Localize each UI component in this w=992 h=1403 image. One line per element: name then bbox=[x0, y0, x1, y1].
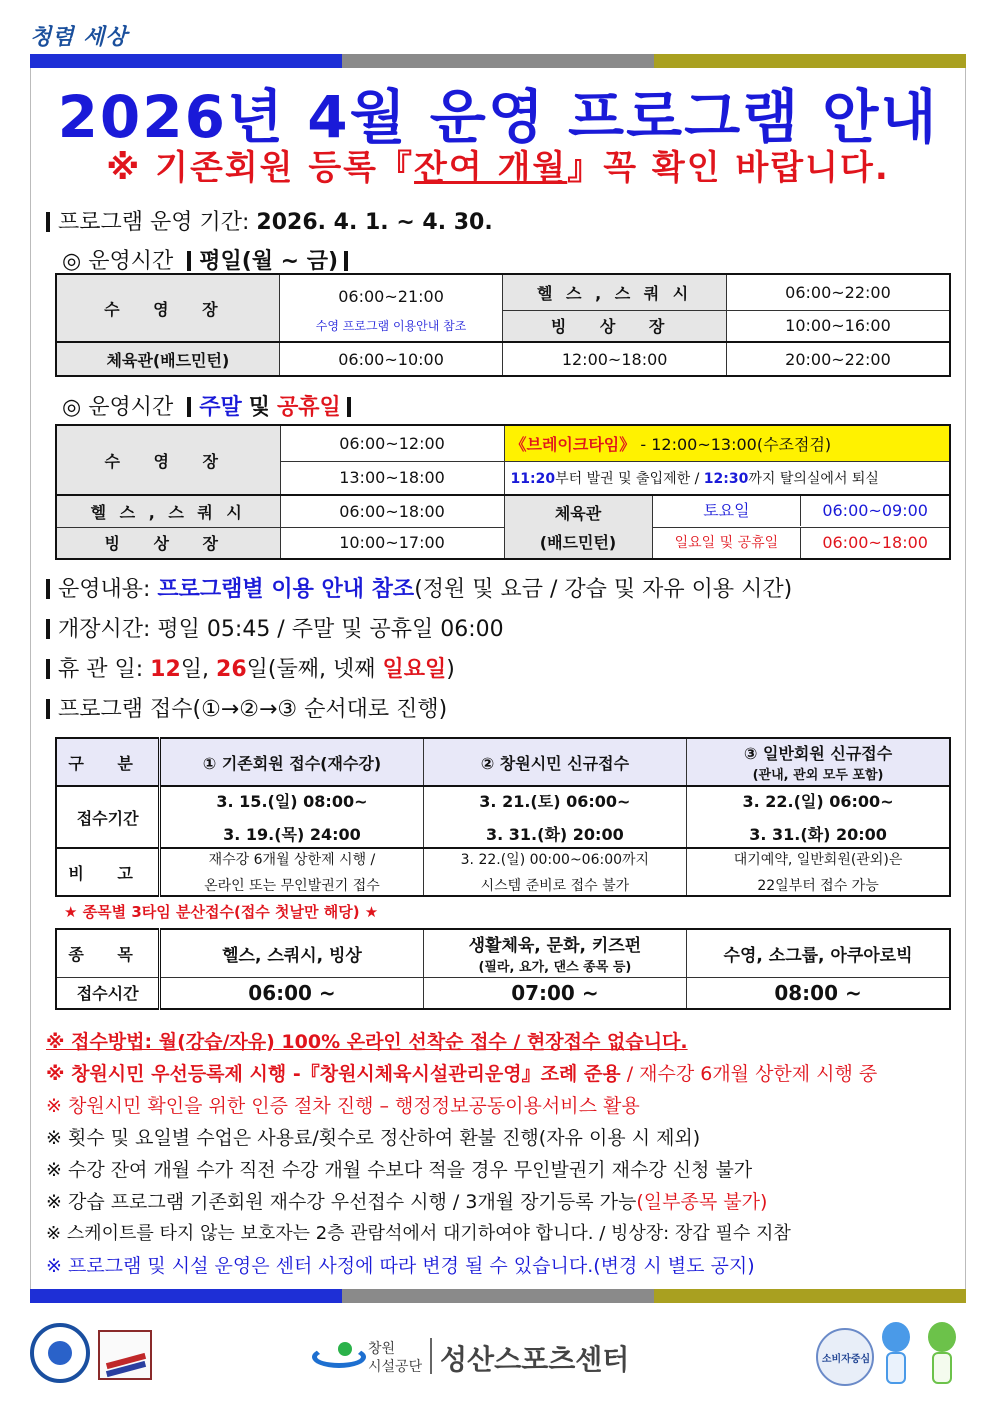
reception-line: 프로그램 접수(①→②→③ 순서대로 진행) bbox=[46, 692, 447, 723]
certification-logo-icon bbox=[98, 1330, 152, 1380]
top-color-bar bbox=[30, 54, 966, 68]
closed-line: 휴 관 일: 12일, 26일(둘째, 넷째 일요일) bbox=[46, 652, 455, 683]
note-reregister: ※ 강습 프로그램 기존회원 재수강 우선접수 시행 / 3개월 장기등록 가능(일부종목 불가) bbox=[46, 1191, 768, 1213]
mascot-blue-icon bbox=[878, 1322, 914, 1388]
weekend-hours-table: 수 영 장 06:00~12:00 《브레이크타임》 - 12:00~13:00(수조점검) 13:00~18:00 11:20부터 발권 및 출입제한 / 12:30까지 탈의실에서 퇴실 헬 스 , 스 쿼 시 06:00~18:00 체육관 (배드민턴) 토요일 06:00~09:00 빙 상 장 10:00~17:00 일요일 및 공휴일 06:00~18:00 bbox=[55, 424, 951, 560]
reception-time-table: 종 목 헬스, 스쿼시, 빙상 생활체육, 문화, 키즈펀 (필라, 요가, 댄스 종목 등) 수영, 소그룹, 아쿠아로빅 접수시간 06:00 ~ 07:00 ~ 08:00 ~ bbox=[55, 928, 951, 1010]
weekday-heading: ◎ 운영시간 평일(월 ~ 금) bbox=[62, 244, 356, 275]
ethics-seal-icon bbox=[30, 1323, 90, 1383]
center-name: 성산스포츠센터 bbox=[440, 1343, 630, 1376]
note-auth: ※ 창원시민 확인을 위한 인증 절차 진행 – 행정정보공동이용서비스 활용 bbox=[46, 1095, 640, 1117]
registration-table: 구 분 ① 기존회원 접수(재수강) ② 창원시민 신규접수 ③ 일반회원 신규접수 (관내, 관외 모두 포함) 접수기간 3. 15.(일) 08:00~ 3. 19.(목) 24:00 3. 21.(토) 06:00~ 3. 31.(화) 20:00 3. 22.(일) 06:00~ 3. 31.(화) 20:00 비 고 재수강 6개월 상한제 시행 / 온라인 또는 무인발권기 접수 3. 22.(일) 00:00~06:00까지 시스템 준비로 접수 불가 대기예약, 일반회원(관외)은 22일부터 접수 가능 bbox=[55, 737, 951, 897]
note-refund: ※ 횟수 및 요일별 수업은 사용료/횟수로 정산하여 환불 진행(자유 이용 시 제외) bbox=[46, 1127, 701, 1149]
ccm-badge-icon: 소비자중심 bbox=[816, 1328, 874, 1386]
brand-logo: 청렴 세상 bbox=[30, 25, 128, 50]
content-line: 운영내용: 프로그램별 이용 안내 참조(정원 및 요금 / 강습 및 자유 이용 시간) bbox=[46, 572, 792, 603]
org-name: 창원 시설공단 bbox=[368, 1341, 423, 1375]
mascot-green-icon bbox=[922, 1322, 962, 1388]
weekend-heading: ◎ 운영시간 주말 및 공휴일 bbox=[62, 390, 359, 421]
note-skate: ※ 스케이트를 타지 않는 보호자는 2층 관람석에서 대기하여야 합니다. / 빙상장: 장갑 필수 지참 bbox=[46, 1223, 791, 1244]
period-line: 프로그램 운영 기간: 2026. 4. 1. ~ 4. 30. bbox=[46, 205, 493, 236]
pool-label: 수 영 장 bbox=[56, 274, 279, 342]
bottom-color-bar bbox=[30, 1289, 966, 1303]
org-logo-icon bbox=[312, 1342, 372, 1370]
star-note: ★ 종목별 3타임 분산접수(접수 첫날만 해당) ★ bbox=[64, 903, 379, 921]
note-priority: ※ 창원시민 우선등록제 시행 -『창원시체육시설관리운영』조례 준용 / 재수강 6개월 상한제 시행 중 bbox=[46, 1063, 878, 1085]
note-kiosk: ※ 수강 잔여 개월 수가 직전 수강 개월 수보다 적을 경우 무인발권기 재수강 신청 불가 bbox=[46, 1159, 753, 1181]
note-method: ※ 접수방법: 월(강습/자유) 100% 온라인 선착순 접수 / 현장접수 없습니다. bbox=[46, 1031, 688, 1053]
page-subtitle: ※ 기존회원 등록『잔여 개월』꼭 확인 바랍니다. bbox=[106, 148, 890, 188]
page-title: 2026년 4월 운영 프로그램 안내 bbox=[57, 83, 939, 151]
note-change: ※ 프로그램 및 시설 운영은 센터 사정에 따라 변경 될 수 있습니다.(변경 시 별도 공지) bbox=[46, 1255, 755, 1277]
opening-line: 개장시간: 평일 05:45 / 주말 및 공휴일 06:00 bbox=[46, 612, 504, 643]
weekday-hours-table: 수 영 장 06:00~21:00 헬 스 , 스 쿼 시 06:00~22:00 수영 프로그램 이용안내 참조 빙 상 장 10:00~16:00 체육관(배드민턴) 06:00~10:00 12:00~18:00 20:00~22:00 bbox=[55, 273, 951, 377]
